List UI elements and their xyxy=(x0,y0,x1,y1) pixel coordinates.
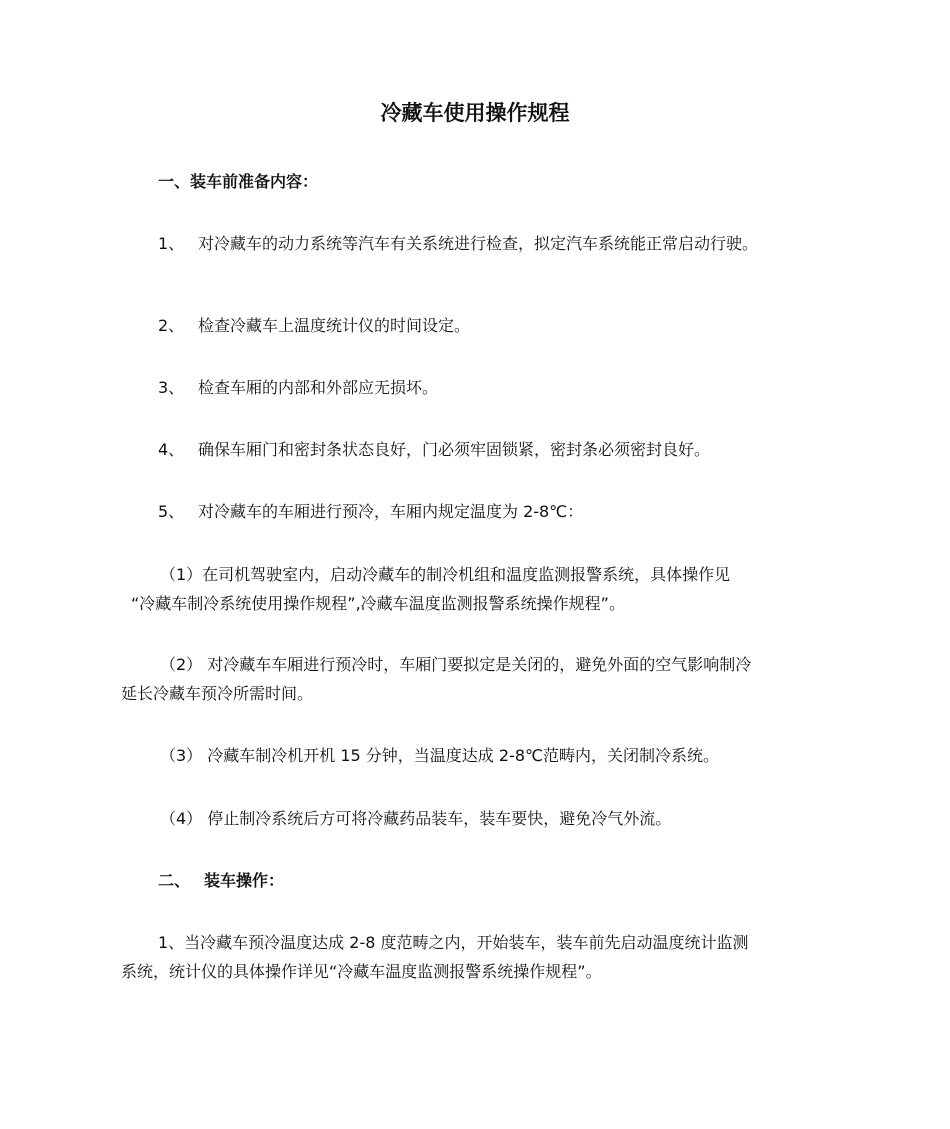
sub-item-1-line-2: “冷藏车制冷系统使用操作规程”,冷藏车温度监测报警系统操作规程”。 xyxy=(131,594,625,613)
list-item-5 xyxy=(158,497,583,527)
sub-item-2-line-2: 延长冷藏车预冷所需时间。 xyxy=(121,684,314,703)
list-item-number: 3、 xyxy=(158,378,185,397)
list-item-number: 2、 xyxy=(158,316,185,335)
list-item-text: 对冷藏车的动力系统等汽车有关系统进行检查，拟定汽车系统能正常启动行驶。 xyxy=(198,234,759,253)
list-item-1 xyxy=(158,229,758,259)
list-item-text: 检查车厢的内部和外部应无损坏。 xyxy=(198,378,439,397)
list-item-text: 对冷藏车的车厢进行预冷，车厢内规定温度为 2-8℃： xyxy=(198,502,584,521)
list-item-number: 5、 xyxy=(158,502,185,521)
sub-item-4: （4） 停止制冷系统后方可将冷藏药品装车，装车要快，避免冷气外流。 xyxy=(160,809,672,828)
list-item-number: 4、 xyxy=(158,440,185,459)
section-1-heading: 一、装车前准备内容： xyxy=(158,172,319,191)
list-item-text: 确保车厢门和密封条状态良好，门必须牢固锁紧，密封条必须密封良好。 xyxy=(198,440,711,459)
sub-item-3: （3） 冷藏车制冷机开机 15 分钟，当温度达成 2-8℃范畴内，关闭制冷系统。 xyxy=(160,746,719,765)
list-item-number: 1、 xyxy=(158,234,185,253)
section-2-paragraph-line-2: 系统，统计仪的具体操作详见“冷藏车温度监测报警系统操作规程”。 xyxy=(121,962,602,981)
list-item-3 xyxy=(158,373,438,403)
section-2-number: 二、 xyxy=(158,871,191,890)
list-item-4 xyxy=(158,435,710,465)
list-item-2 xyxy=(158,311,470,341)
section-2-heading xyxy=(158,866,284,896)
document-title: 冷藏车使用操作规程 xyxy=(380,101,570,125)
sub-item-2-line-1: （2） 对冷藏车车厢进行预冷时，车厢门要拟定是关闭的，避免外面的空气影响制冷 xyxy=(160,655,752,674)
sub-item-1-line-1: （1）在司机驾驶室内，启动冷藏车的制冷机组和温度监测报警系统，具体操作见 xyxy=(160,565,731,584)
list-item-text: 检查冷藏车上温度统计仪的时间设定。 xyxy=(198,316,471,335)
section-2-title: 装车操作： xyxy=(204,871,285,890)
section-2-paragraph-line-1: 1、当冷藏车预冷温度达成 2-8 度范畴之内，开始装车，装车前先启动温度统计监测 xyxy=(158,933,749,952)
